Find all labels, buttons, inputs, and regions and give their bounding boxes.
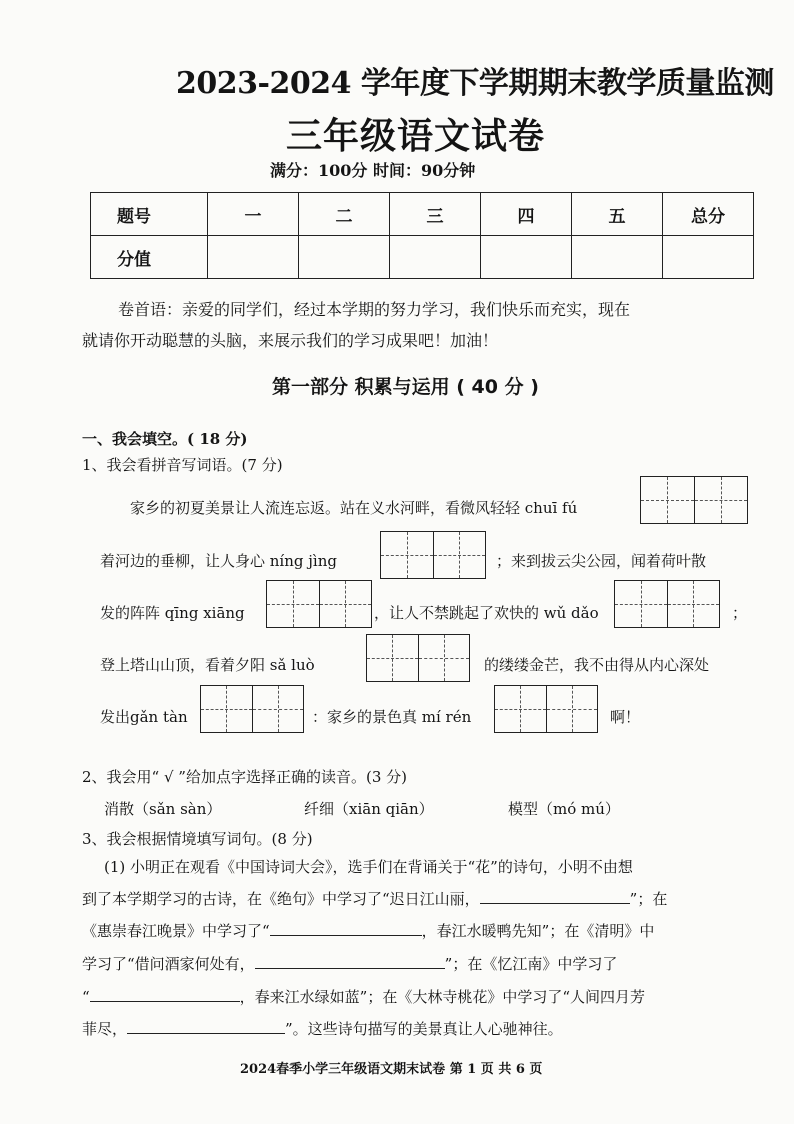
pinyin-answer-grid[interactable]	[200, 685, 304, 733]
poem-answer-blank[interactable]	[127, 1019, 285, 1034]
question-title: 2、我会用“ √ ”给加点字选择正确的读音。(3 分)	[82, 768, 407, 786]
q1-text: 家乡的初夏美景让人流连忘返。站在义水河畔，看微风轻轻 chuī fú	[130, 499, 578, 517]
intro-line: 就请你开动聪慧的头脑，来展示我们的学习成果吧！加油！	[82, 331, 499, 350]
q3-text: 《惠崇春江晚景》中学习了“	[82, 922, 270, 940]
grid-cell	[433, 532, 486, 578]
score-input-cell[interactable]	[572, 236, 663, 279]
score-table-cell: 题号	[91, 193, 208, 236]
exam-subject-title: 三年级语文试卷	[286, 115, 546, 157]
grid-cell	[381, 532, 433, 578]
q1-text: ：家乡的景色真 mí rén	[312, 708, 472, 726]
pinyin-answer-grid[interactable]	[494, 685, 598, 733]
grid-cell	[201, 686, 252, 732]
q1-text: 发出gǎn tàn	[100, 708, 188, 726]
pinyin-answer-grid[interactable]	[614, 580, 720, 628]
grid-cell	[694, 477, 748, 523]
intro-line: 卷首语：亲爱的同学们，经过本学期的努力学习，我们快乐而充实，现在	[118, 300, 631, 319]
q1-text: 着河边的垂柳，让人身心 níng jìng	[100, 552, 337, 570]
section-title: 一、我会填空。( 18 分)	[82, 430, 248, 448]
poem-answer-blank[interactable]	[90, 987, 240, 1002]
q1-text: ，让人不禁跳起了欢快的 wǔ dǎo	[374, 604, 599, 622]
pronunciation-choice[interactable]: 模型（mó mú）	[508, 800, 620, 818]
grid-cell	[495, 686, 546, 732]
q3-text: ”；在《忆江南》中学习了	[444, 955, 618, 973]
score-table-cell: 二	[299, 193, 390, 236]
q1-text: 发的阵阵 qīng xiāng	[100, 604, 245, 622]
score-input-cell[interactable]	[390, 236, 481, 279]
q3-text: 菲尽，	[82, 1020, 128, 1038]
exam-header-title: 2023-2024 学年度下学期期末教学质量监测	[176, 66, 774, 101]
q3-text: ”。这些诗句描写的美景真让人心驰神往。	[285, 1020, 563, 1038]
score-table-cell: 一	[208, 193, 299, 236]
poem-answer-blank[interactable]	[255, 954, 445, 969]
pinyin-answer-grid[interactable]	[266, 580, 372, 628]
score-table-header-row	[91, 193, 754, 236]
q3-text: (1) 小明正在观看《中国诗词大会》，选手们在背诵关于“花”的诗句，小明不由想	[104, 858, 633, 876]
q1-text: 登上塔山山顶，看着夕阳 sǎ luò	[100, 656, 315, 674]
q3-text-line	[82, 953, 617, 974]
score-input-cell[interactable]	[299, 236, 390, 279]
grid-cell	[667, 581, 720, 627]
grid-cell	[418, 635, 470, 681]
q3-text: 学习了“借问酒家何处有，	[82, 955, 255, 973]
score-table-cell: 四	[481, 193, 572, 236]
grid-cell	[319, 581, 372, 627]
poem-answer-blank[interactable]	[480, 889, 630, 904]
poem-answer-blank[interactable]	[270, 921, 422, 936]
score-table-value-row	[91, 236, 754, 279]
question-title: 3、我会根据情境填写词句。(8 分)	[82, 830, 313, 848]
score-table-cell: 五	[572, 193, 663, 236]
score-input-cell[interactable]	[208, 236, 299, 279]
q1-text: 啊！	[610, 708, 641, 726]
q1-text: ；	[732, 604, 748, 622]
q3-text-line	[82, 888, 667, 909]
pinyin-answer-grid[interactable]	[366, 634, 470, 682]
q1-text: ；来到拔云尖公园，闻着荷叶散	[496, 552, 707, 570]
q1-text: 的缕缕金芒，我不由得从内心深处	[484, 656, 710, 674]
q3-text-line	[82, 920, 654, 941]
q3-text-line	[82, 986, 645, 1007]
grid-cell	[267, 581, 319, 627]
pronunciation-choice[interactable]: 消散（sǎn sàn）	[104, 800, 222, 818]
q3-text: ，春来江水绿如蓝”；在《大林寺桃花》中学习了“人间四月芳	[239, 988, 646, 1006]
score-table-cell: 分值	[91, 236, 208, 279]
pronunciation-choice[interactable]: 纤细（xiān qiān）	[304, 800, 434, 818]
question-title: 1、我会看拼音写词语。(7 分)	[82, 456, 283, 474]
score-input-cell[interactable]	[481, 236, 572, 279]
grid-cell	[252, 686, 304, 732]
score-table-cell: 总分	[663, 193, 754, 236]
pinyin-answer-grid[interactable]	[380, 531, 486, 579]
q3-text: ，春江水暖鸭先知”；在《清明》中	[421, 922, 655, 940]
page-footer: 2024春季小学三年级语文期末试卷 第 1 页 共 6 页	[240, 1062, 543, 1077]
q3-text: ”；在	[629, 890, 668, 908]
grid-cell	[615, 581, 667, 627]
q3-text-line	[82, 1018, 563, 1039]
grid-cell	[546, 686, 598, 732]
score-table-cell: 三	[390, 193, 481, 236]
part-title: 第一部分 积累与运用 ( 40 分 )	[272, 376, 539, 398]
pinyin-answer-grid[interactable]	[640, 476, 748, 524]
q3-text: “	[82, 988, 90, 1006]
score-time-line: 满分：100分 时间：90分钟	[270, 161, 476, 180]
q3-text: 到了本学期学习的古诗，在《绝句》中学习了“迟日江山丽，	[82, 890, 480, 908]
score-table	[90, 192, 754, 279]
score-input-cell[interactable]	[663, 236, 754, 279]
grid-cell	[367, 635, 418, 681]
grid-cell	[641, 477, 694, 523]
